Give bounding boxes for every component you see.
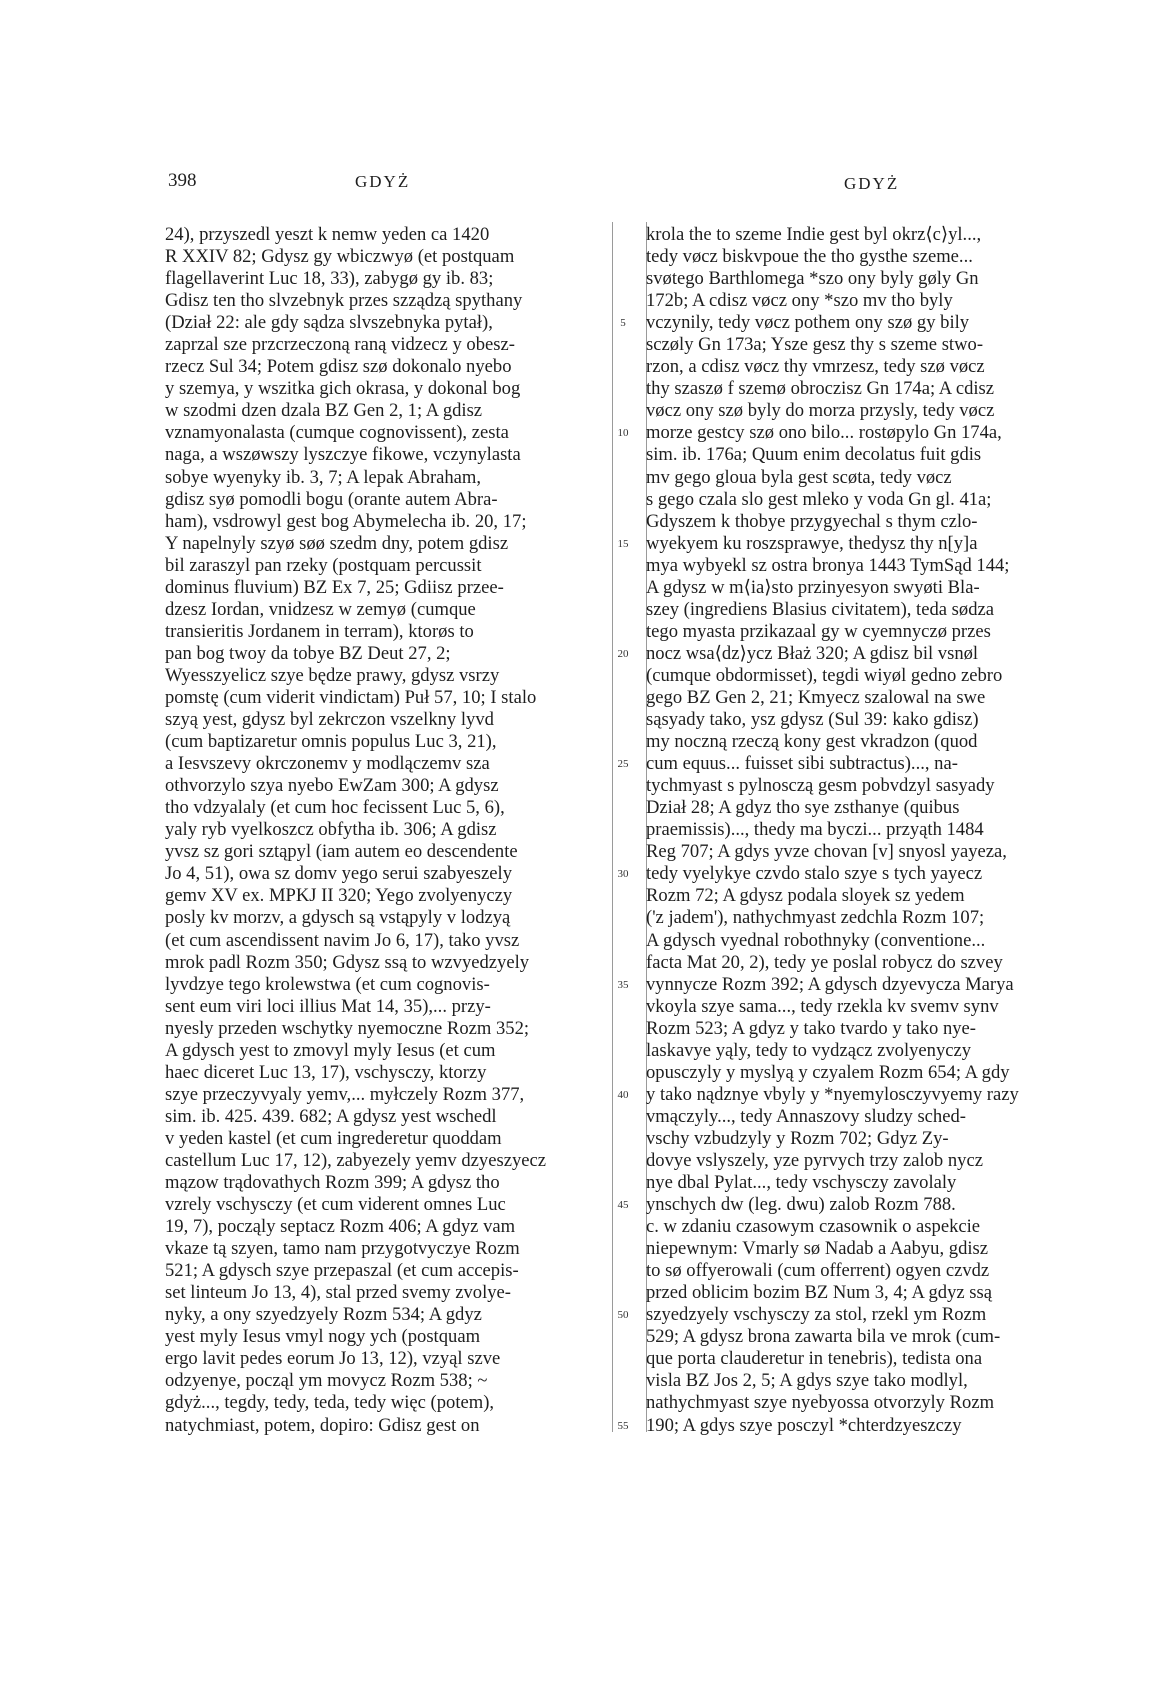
- text-line: ham), vsdrowyl gest bog Abymelecha ib. 20, 17;: [165, 510, 527, 532]
- text-line: wyekyem ku roszsprawye, thedysz thy n[y]a: [646, 532, 978, 554]
- text-line: transieritis Jordanem in terram), ktorøs to: [165, 620, 474, 642]
- line-number: 50: [617, 1309, 629, 1322]
- text-line: yvsz sz gori sztąpyl (iam autem eo descendente: [165, 841, 518, 863]
- text-line: a Iesvszevy okrczonemv y modlączemv sza: [165, 753, 490, 775]
- line-number: 30: [617, 868, 629, 881]
- text-line: s gego czala slo gest mleko y voda Gn gl. 41a;: [646, 488, 992, 510]
- line-number: 10: [617, 427, 629, 440]
- text-line: yaly ryb vyelkoszcz obfytha ib. 306; A gdisz: [165, 819, 497, 841]
- text-line: sąsyady tako, ysz gdysz (Sul 39: kako gdisz): [646, 709, 979, 731]
- text-line: Gdyszem k thobye przygyechal s thym czlo-: [646, 510, 978, 532]
- text-line: zaprzal sze przcrzeczoną raną vidzecz y obesz-: [165, 334, 515, 356]
- text-line: naga, a wszøwszy lyszczye fikowe, vczynylasta: [165, 444, 521, 466]
- text-line: morze gestcy szø ono bilo... rostøpylo Gn 174a,: [646, 422, 1002, 444]
- text-line: 521; A gdysch szye przepaszal (et cum accepis-: [165, 1260, 519, 1282]
- text-line: yest myly Iesus vmyl nogy ych (postquam: [165, 1326, 481, 1348]
- text-line: svøtego Barthlomega *szo ony byly gøly Gn: [646, 268, 979, 290]
- text-line: dzesz Iordan, vnidzesz w zemyø (cumque: [165, 598, 476, 620]
- text-line: dovye vslyszely, yze pyrvych trzy zalob nycz: [646, 1149, 983, 1171]
- text-line: opusczyly y myslyą y czyalem Rozm 654; A gdy: [646, 1061, 1010, 1083]
- text-line: castellum Luc 17, 12), zabyezely yemv dzyeszyecz: [165, 1149, 546, 1171]
- text-line: szey (ingrediens Blasius civitatem), teda sødza: [646, 598, 995, 620]
- text-line: Y napelnyly szyø søø szedm dny, potem gdisz: [165, 532, 509, 554]
- text-line: (cum baptizaretur omnis populus Luc 3, 21),: [165, 731, 497, 753]
- line-number: 55: [617, 1419, 629, 1432]
- text-line: bil zaraszyl pan rzeky (postquam percussit: [165, 554, 482, 576]
- right-column: [646, 224, 1078, 1437]
- text-line: R XXIV 82; Gdysz gy wbiczwyø (et postquam: [165, 246, 515, 268]
- text-line: gdisz syø pomodli bogu (orante autem Abra-: [165, 488, 498, 510]
- line-number: 45: [617, 1199, 629, 1212]
- text-line: nathychmyast szye nyebyossa otvorzyly Rozm: [646, 1392, 995, 1414]
- running-head-left: GDYŻ: [355, 172, 411, 191]
- text-line: natychmiast, potem, dopiro: Gdisz gest on: [165, 1414, 480, 1436]
- text-line: haec diceret Luc 13, 17), vschysczy, ktorzy: [165, 1061, 487, 1083]
- text-line: dominus fluvium) BZ Ex 7, 25; Gdiisz przee-: [165, 576, 504, 598]
- text-line: lyvdzye tego krolewstwa (et cum cognovis-: [165, 973, 490, 995]
- text-line: Reg 707; A gdys yvze chovan [v] snyosl yayeza,: [646, 841, 1007, 863]
- text-line: Rozm 523; A gdyz y tako tvardo y tako nye-: [646, 1017, 976, 1039]
- running-head-right: GDYŻ: [844, 174, 900, 193]
- text-line: tedy vyelykye czvdo stalo szye s tych yayecz: [646, 863, 983, 885]
- text-line: mązow trądovathych Rozm 399; A gdysz tho: [165, 1172, 500, 1194]
- line-number: 20: [617, 647, 629, 660]
- text-line: gdyż..., tegdy, tedy, teda, tedy więc (potem),: [165, 1392, 495, 1414]
- text-line: rzecz Sul 34; Potem gdisz szø dokonalo nyebo: [165, 356, 512, 378]
- line-number: 5: [620, 317, 626, 330]
- text-line: Jo 4, 51), owa sz domv yego serui szabyeszely: [165, 863, 512, 885]
- text-line: tychmyast s pylnosczą gesm pobvdzyl sasyady: [646, 775, 995, 797]
- text-line: ergo lavit pedes eorum Jo 13, 12), vzyąl szve: [165, 1348, 501, 1370]
- text-line: vmączyly..., tedy Annaszovy sludzy sched-: [646, 1105, 966, 1127]
- text-line: set linteum Jo 13, 4), stal przed svemy zvolye-: [165, 1282, 511, 1304]
- text-line: Gdisz ten tho slvzebnyk przes szządzą spythany: [165, 290, 523, 312]
- line-number: 40: [617, 1088, 629, 1101]
- line-number: 35: [617, 978, 629, 991]
- text-line: 19, 7), począly septacz Rozm 406; A gdyz vam: [165, 1216, 516, 1238]
- text-line: pan bog twoy da tobye BZ Deut 27, 2;: [165, 642, 451, 664]
- text-line: ('z jadem'), nathychmyast zedchla Rozm 107;: [646, 907, 985, 929]
- text-line: nyesly przeden wschytky nyemoczne Rozm 352;: [165, 1017, 530, 1039]
- left-column: [165, 224, 597, 1437]
- text-line: 190; A gdys szye posczyl *chterdzyeszczy: [646, 1414, 962, 1436]
- text-line: vczynily, tedy vøcz pothem ony szø gy bily: [646, 312, 970, 334]
- text-line: gemv XV ex. MPKJ II 320; Yego zvolyenyczy: [165, 885, 513, 907]
- text-line: sim. ib. 425. 439. 682; A gdysz yest wschedl: [165, 1105, 497, 1127]
- text-line: odzyenye, począl ym movycz Rozm 538; ~: [165, 1370, 488, 1392]
- text-line: thy szaszø f szemø obroczisz Gn 174a; A cdisz: [646, 378, 995, 400]
- text-line: sczøly Gn 173a; Ysze gesz thy s szeme stwo-: [646, 334, 984, 356]
- text-line: tho vdzyalaly (et cum hoc fecissent Luc 5, 6),: [165, 797, 505, 819]
- text-line: cum equus... fuisset sibi subtractus)..., na-: [646, 753, 958, 775]
- text-line: to sø offyerowali (cum offerrent) ogyen czvdz: [646, 1260, 990, 1282]
- text-line: Dział 28; A gdyz tho sye zsthanye (quibus: [646, 797, 960, 819]
- text-line: facta Mat 20, 2), tedy ye poslal robycz do szvey: [646, 951, 1003, 973]
- text-line: niepewnym: Vmarly sø Nadab a Aabyu, gdisz: [646, 1238, 989, 1260]
- text-line: v yeden kastel (et cum ingrederetur quoddam: [165, 1127, 502, 1149]
- text-line: Rozm 72; A gdysz podala sloyek sz yedem: [646, 885, 965, 907]
- text-line: nocz wsa⟨dz⟩ycz Błaż 320; A gdisz bil vsnøl: [646, 642, 979, 664]
- text-line: (et cum ascendissent navim Jo 6, 17), tako yvsz: [165, 929, 520, 951]
- text-line: nye dbal Pylat..., tedy vschysczy zavolaly: [646, 1172, 957, 1194]
- text-line: A gdysch yest to zmovyl myly Iesus (et cum: [165, 1039, 496, 1061]
- text-line: szyą yest, gdysz byl zekrczon vszelkny lyvd: [165, 709, 494, 731]
- text-line: szyedzyely vschysczy za stol, rzekl ym Rozm: [646, 1304, 987, 1326]
- text-line: Wyesszyelicz szye będze prawy, gdysz vsrzy: [165, 664, 500, 686]
- text-line: A gdysch vyednal robothnyky (conventione...: [646, 929, 986, 951]
- text-line: visla BZ Jos 2, 5; A gdys szye tako modlyl,: [646, 1370, 968, 1392]
- text-line: mya wybyekl sz ostra bronya 1443 TymSąd 144;: [646, 554, 1010, 576]
- text-line: ynschych dw (leg. dwu) zalob Rozm 788.: [646, 1194, 956, 1216]
- text-line: (cumque obdormisset), tegdi wiyøl gedno zebro: [646, 664, 1003, 686]
- text-line: przed oblicim bozim BZ Num 3, 4; A gdyz ssą: [646, 1282, 993, 1304]
- text-line: tego myasta przikazaal gy w cyemnyczø przes: [646, 620, 991, 642]
- text-line: vzrely vschysczy (et cum viderent omnes Luc: [165, 1194, 506, 1216]
- text-line: A gdysz w m⟨ia⟩sto przinyesyon swyøti Bla-: [646, 576, 980, 598]
- text-line: my noczną rzeczą kony gest vkradzon (quod: [646, 731, 978, 753]
- text-line: pomstę (cum viderit vindictam) Puł 57, 10; I stalo: [165, 686, 537, 708]
- text-line: othvorzylo szya nyebo EwZam 300; A gdysz: [165, 775, 499, 797]
- text-line: vschy vzbudzyly y Rozm 702; Gdyz Zy-: [646, 1127, 949, 1149]
- column-rule-left: [612, 222, 613, 1432]
- text-line: sim. ib. 176a; Quum enim decolatus fuit gdis: [646, 444, 982, 466]
- text-line: vkoyla szye sama..., tedy rzekla kv svemv synv: [646, 995, 999, 1017]
- text-line: vznamyonalasta (cumque cognovissent), zesta: [165, 422, 509, 444]
- text-line: mrok padl Rozm 350; Gdysz ssą to wzvyedzyely: [165, 951, 530, 973]
- text-line: vynnycze Rozm 392; A gdysch dzyevycza Marya: [646, 973, 1014, 995]
- text-line: 529; A gdysz brona zawarta bila ve mrok (cum-: [646, 1326, 1001, 1348]
- text-line: y tako nądznye vbyly y *nyemylosczyvyemy razy: [646, 1083, 1019, 1105]
- text-line: laskavye yąly, tedy to vydząсz zvolyenyczy: [646, 1039, 972, 1061]
- text-line: vkaze tą szyen, tamo nam przygotvyczye Rozm: [165, 1238, 520, 1260]
- text-line: nyky, a ony szyedzyely Rozm 534; A gdyz: [165, 1304, 482, 1326]
- text-line: vøcz ony szø byly do morza przysly, tedy vøcz: [646, 400, 995, 422]
- line-number: 25: [617, 758, 629, 771]
- text-line: sobye wyenyky ib. 3, 7; A lepak Abraham,: [165, 466, 482, 488]
- text-line: praemissis)..., thedy ma byczi... przyąth 1484: [646, 819, 984, 841]
- text-line: szye przeczyvyaly yemv,... myłczely Rozm 377,: [165, 1083, 525, 1105]
- text-line: flagellaverint Luc 18, 33), zabygø gy ib. 83;: [165, 268, 494, 290]
- text-line: (Dział 22: ale gdy sądza slvszebnyka pytał),: [165, 312, 493, 334]
- line-number: 15: [617, 537, 629, 550]
- text-line: tedy vøcz biskvpoue the tho gysthe szeme...: [646, 246, 973, 268]
- text-line: c. w zdaniu czasowym czasownik o aspekcie: [646, 1216, 981, 1238]
- text-line: rzon, a cdisz vøcz thy vmrzesz, tedy szø vøcz: [646, 356, 985, 378]
- text-line: y szemya, y wszitka gich okrasa, y dokonal bog: [165, 378, 521, 400]
- text-line: sent eum viri loci illius Mat 14, 35),... przy-: [165, 995, 491, 1017]
- text-line: krola the to szeme Indie gest byl okrz⟨c⟩yl...,: [646, 224, 982, 245]
- page-number: 398: [168, 170, 197, 191]
- text-line: 172b; A cdisz vøcz ony *szo mv tho byly: [646, 290, 953, 312]
- text-line: 24), przyszedl yeszt k nemw yeden ca 1420: [165, 224, 490, 245]
- text-line: w szodmi dzen dzala BZ Gen 2, 1; A gdisz: [165, 400, 483, 422]
- text-line: mv gego gloua byla gest scøta, tedy vøcz: [646, 466, 952, 488]
- text-line: gego BZ Gen 2, 21; Kmyecz szalowal na swe: [646, 686, 986, 708]
- text-line: que porta clauderetur in tenebris), tedista ona: [646, 1348, 983, 1370]
- text-line: posly kv morzv, a gdysch są vstąpyly v lodzyą: [165, 907, 511, 929]
